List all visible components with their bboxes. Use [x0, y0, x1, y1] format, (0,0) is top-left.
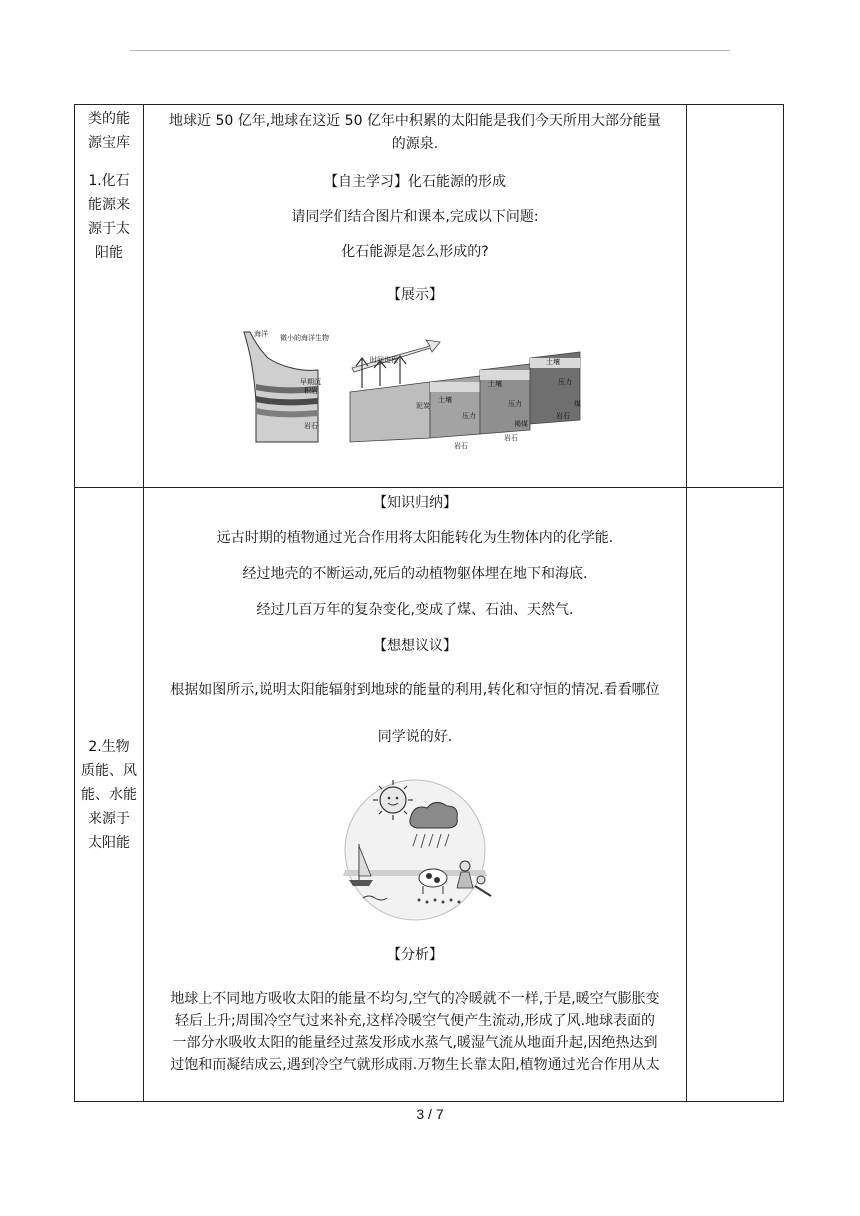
discussion-text: 同学说的好.: [377, 729, 453, 745]
header-rule: [130, 50, 730, 51]
topic-line: 能源来: [88, 197, 130, 213]
figure-label: 岩石: [304, 422, 318, 430]
topic-line: 1.化石: [88, 173, 130, 189]
topic-cell: [75, 105, 144, 488]
content-cell: [144, 105, 687, 488]
topic-line: 源宝库: [88, 135, 130, 151]
intro-line: 的源泉.: [391, 136, 439, 152]
notes-cell: [687, 488, 784, 1102]
analysis-paragraph: [144, 988, 686, 1076]
figure-label: 微小的海洋生物: [280, 334, 329, 342]
figure-label: 岩石: [556, 412, 570, 420]
swamp-block: [350, 382, 430, 442]
page-number: 3 / 7: [416, 1106, 444, 1122]
topic-line: 2.生物: [88, 738, 130, 755]
intro-line: 地球近 50 亿年,地球在这近 50 亿年中积累的太阳能是我们今天所用大部分能量: [169, 113, 661, 129]
section-heading: 【展示】: [387, 287, 443, 303]
analysis-line: 过饱和而凝结成云,遇到冷空气就形成雨.万物生长靠太阳,植物通过光合作用从太: [170, 1057, 660, 1073]
knowledge-point: 经过几百万年的复杂变化,变成了煤、石油、天然气.: [256, 602, 574, 618]
figure-label: 岩石: [454, 442, 468, 450]
table-row: [75, 488, 784, 1102]
soil-layer: [430, 382, 480, 392]
discussion-text: 根据如图所示,说明太阳能辐射到地球的能量的利用,转化和守恒的情况.看看哪位: [170, 682, 660, 698]
figure-label: 煤: [574, 400, 581, 408]
figure-label: 土壤: [488, 380, 502, 388]
lesson-table: [74, 104, 784, 1102]
analysis-line: 一部分水吸收太阳的能量经过蒸发形成水蒸气,暖湿气流从地面升起,因绝热达到: [172, 1035, 658, 1051]
soil-layer: [480, 370, 530, 380]
figure-label: 泥炭: [416, 402, 430, 410]
topic-line: 阳能: [95, 245, 123, 261]
topic-line: 来源于: [88, 810, 130, 827]
figure-label: 褐煤: [514, 420, 528, 428]
section-heading: 【分析】: [387, 947, 443, 963]
topic-cell: [75, 488, 144, 1102]
figure-label: 压力: [558, 378, 572, 386]
notes-cell: [687, 105, 784, 488]
topic-line: 源于太: [88, 221, 130, 237]
section-heading: 【想想议议】: [373, 638, 457, 654]
knowledge-point: 经过地壳的不断运动,死后的动植物躯体埋在地下和海底.: [242, 566, 588, 582]
figure-label: 早期沉: [300, 378, 321, 386]
energy-cycle-figure: [315, 772, 515, 922]
topic-line: 质能、风: [81, 762, 137, 779]
section-heading: 【自主学习】化石能源的形成: [324, 174, 506, 190]
figure-label: 土壤: [546, 358, 560, 366]
fossil-formation-figure: [240, 322, 590, 450]
question-text: 化石能源是怎么形成的?: [341, 244, 489, 260]
analysis-line: 轻后上升;周围冷空气过来补充,这样冷暖空气便产生流动,形成了风.地球表面的: [174, 1013, 656, 1029]
figure-label: 土壤: [438, 396, 452, 404]
topic-line: 类的能: [88, 111, 130, 127]
figure-label: 海洋: [254, 330, 268, 338]
figure-label: 时间进程: [370, 356, 398, 364]
figure-label: 压力: [462, 412, 476, 420]
figure-label: 岩石: [504, 434, 518, 442]
topic-line: 太阳能: [88, 834, 130, 851]
instruction-text: 请同学们结合图片和课本,完成以下问题:: [291, 209, 539, 225]
content-cell: [144, 488, 687, 1102]
table-row: [75, 105, 784, 488]
scene-circle: [345, 780, 485, 920]
figure-label: 压力: [508, 400, 522, 408]
topic-line: 能、水能: [81, 786, 137, 803]
knowledge-point: 远古时期的植物通过光合作用将太阳能转化为生物体内的化学能.: [216, 530, 614, 546]
figure-label: 积岩: [304, 387, 318, 395]
section-heading: 【知识归纳】: [373, 495, 457, 511]
analysis-line: 地球上不同地方吸收太阳的能量不均匀,空气的冷暖就不一样,于是,暖空气膨胀变: [170, 991, 660, 1007]
